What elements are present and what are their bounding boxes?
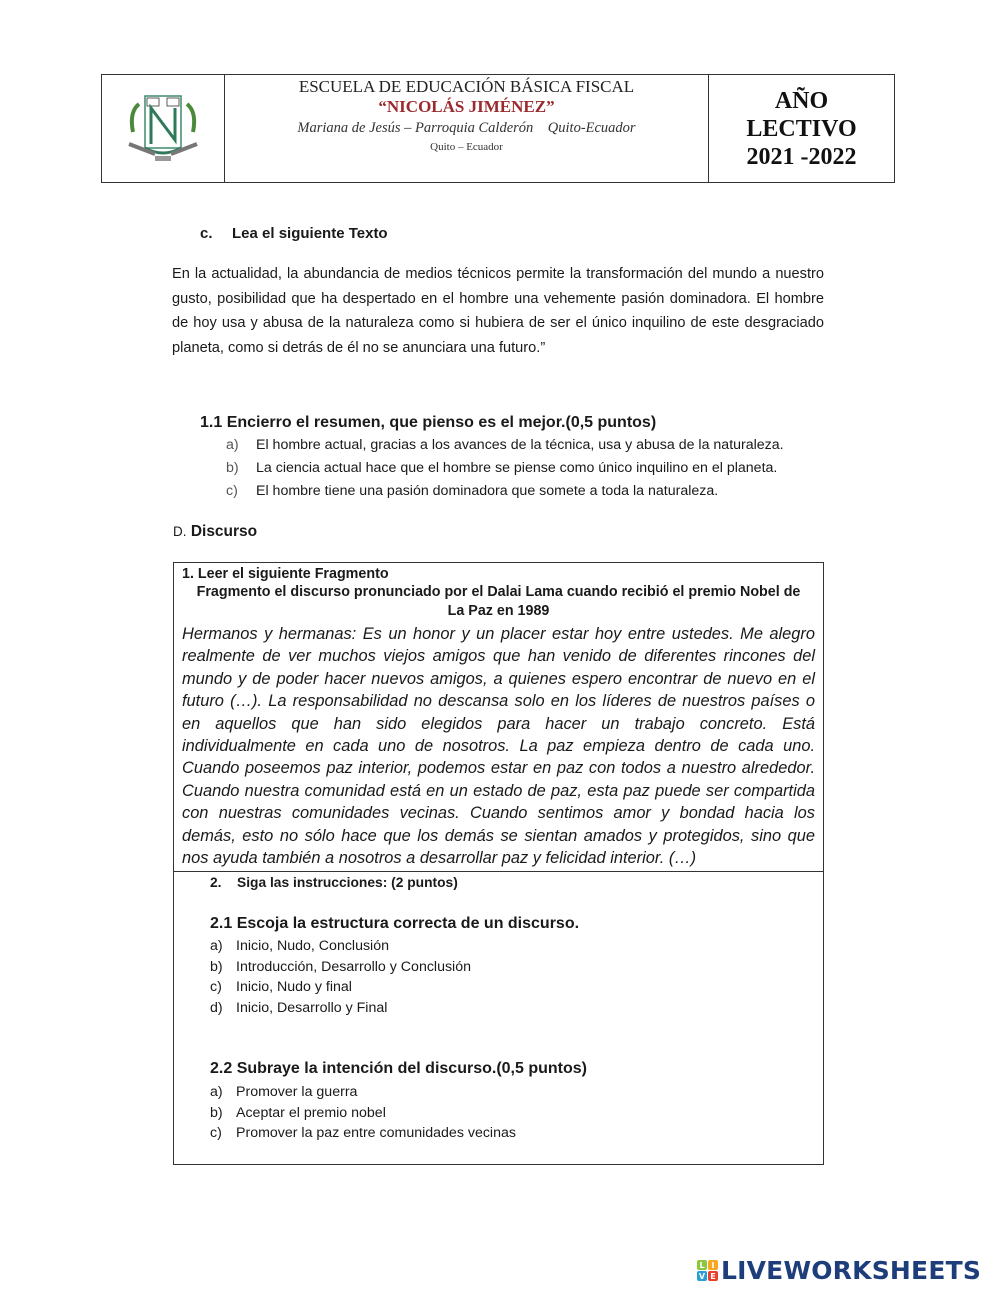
option-2-1-c[interactable]: c) Inicio, Nudo y final xyxy=(210,979,352,995)
section-d-heading xyxy=(173,523,257,541)
school-name: “NICOLÁS JIMÉNEZ” xyxy=(378,97,555,116)
year-label-2: LECTIVO xyxy=(746,115,857,142)
section-c-heading xyxy=(200,225,388,242)
option-2-2-b[interactable]: b) Aceptar el premio nobel xyxy=(210,1104,386,1121)
option-2-1-a[interactable]: a) Inicio, Nudo, Conclusión xyxy=(210,938,389,954)
question-2-2-options xyxy=(210,1082,516,1144)
live-blocks-icon: L I V E xyxy=(697,1260,718,1281)
fragment-cell xyxy=(174,563,823,872)
school-city: Quito – Ecuador xyxy=(430,141,503,153)
school-year-cell xyxy=(709,75,894,182)
fragment-heading: 1. Leer el siguiente Fragmento xyxy=(182,566,389,582)
section-c-paragraph: En la actualidad, la abundancia de medios técnicos permite la transformación del mundo a nuestro gusto, posibilidad que ha despertado en el hombre una vehemente pasión dominadora. El hombre de hoy usa y abusa de la naturaleza como si hubiera de ser el único inquilino de este desgraciado planeta, como si detrás de él no se anunciara una futuro.” xyxy=(172,266,824,356)
school-info xyxy=(225,75,709,182)
year-value: 2021 -2022 xyxy=(746,143,857,170)
option-2-2-c[interactable]: c) Promover la paz entre comunidades vecinas xyxy=(210,1125,516,1141)
fragment-subtitle: Fragmento el discurso pronunciado por el Dalai Lama cuando recibió el premio Nobel de La Paz en 1989 xyxy=(196,584,801,619)
logo-cell xyxy=(102,75,225,182)
school-header xyxy=(101,74,895,183)
option-1-1-b[interactable]: b) La ciencia actual hace que el hombre se piense como único inquilino en el planeta. xyxy=(226,460,778,476)
option-2-1-d[interactable]: d) Inicio, Desarrollo y Final xyxy=(210,999,388,1016)
question-1-1-options xyxy=(226,434,784,503)
question-2-2-title: 2.2 Subraye la intención del discurso.(0,5 puntos) xyxy=(210,1060,587,1077)
question-1-1-title: 1.1 Encierro el resumen, que pienso es el mejor.(0,5 puntos) xyxy=(200,414,657,431)
instructions-heading: 2. Siga las instrucciones: (2 puntos) xyxy=(210,875,458,890)
school-address: Mariana de Jesús – Parroquia Calderón Quito-Ecuador xyxy=(297,120,636,136)
liveworksheets-logo[interactable] xyxy=(697,1256,981,1285)
option-2-1-b[interactable]: b) Introducción, Desarrollo y Conclusión xyxy=(210,958,471,975)
year-label-1: AÑO xyxy=(774,87,829,114)
question-2-1-title: 2.1 Escoja la estructura correcta de un discurso. xyxy=(210,915,580,932)
fragment-speech: Hermanos y hermanas: Es un honor y un placer estar hoy entre ustedes. Me alegro realmente de ver muchos viejos amigos que han venido de diferentes rincones del mundo y de poder hacer nuevos amigos, a quienes espero encontrar de nuevo en el futuro (…). La responsabilidad no descansa solo en los líderes de nuestros países o en aquellos que han sido elegidos para hacer un trabajo concreto. Está individualmente en cada uno de nosotros. La paz empieza dentro de cada uno. Cuando poseemos paz interior, podemos estar en paz con todos a nuestro alrededor. Cuando nuestra comunidad está en un estado de paz, esta paz puede ser compartida con nuestras comunidades vecinas. Cuando sentimos amor y bondad hacia los demás, esto no sólo hace que los demás se sientan amados y protegidos, sino que nos ayuda también a nosotros a desarrollar paz y felicidad interior. (…) xyxy=(182,625,815,868)
section-c-title: Lea el siguiente Texto xyxy=(232,225,388,242)
brand-text: LIVEWORKSHEETS xyxy=(721,1256,982,1285)
section-d-title: Discurso xyxy=(190,523,258,540)
question-2-1-options xyxy=(210,936,471,1018)
school-crest-icon xyxy=(125,92,201,166)
section-c-letter: c. xyxy=(200,225,213,242)
instructions-cell xyxy=(174,872,823,1164)
option-1-1-c[interactable]: c) El hombre tiene una pasión dominadora que somete a toda la naturaleza. xyxy=(226,483,719,499)
option-2-2-a[interactable]: a) Promover la guerra xyxy=(210,1084,358,1100)
section-d-letter: D. xyxy=(173,524,187,539)
school-type: ESCUELA DE EDUCACIÓN BÁSICA FISCAL xyxy=(298,77,635,96)
option-1-1-a[interactable]: a) El hombre actual, gracias a los avances de la técnica, usa y abusa de la naturaleza. xyxy=(226,437,784,453)
discourse-box xyxy=(173,562,824,1165)
